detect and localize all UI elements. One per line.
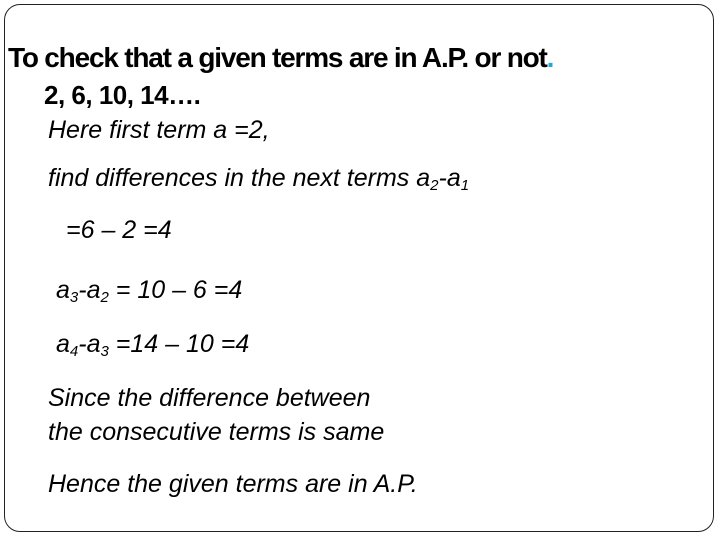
calc2-rest: = 10 – 6 =4 xyxy=(108,276,243,304)
since-line-1: Since the difference between xyxy=(48,384,371,412)
calc3-subscript-1: 4 xyxy=(69,343,79,360)
calc3-subscript-2: 3 xyxy=(100,343,109,360)
slide-title xyxy=(8,42,553,74)
difference-instruction-line xyxy=(48,164,469,193)
difference-subscript-2: 1 xyxy=(460,177,470,194)
calc3-b: -a xyxy=(78,330,101,358)
calc3-rest: =14 – 10 =4 xyxy=(108,330,250,358)
calculation-line-1: =6 – 2 =4 xyxy=(66,216,172,244)
calculation-line-3 xyxy=(56,330,249,359)
conclusion-line: Hence the given terms are in A.P. xyxy=(48,470,418,498)
calc3-a: a xyxy=(56,330,70,358)
since-line-2: the consecutive terms is same xyxy=(48,418,385,446)
calc2-subscript-2: 2 xyxy=(100,289,109,306)
calc2-a: a xyxy=(56,276,70,304)
title-accent-dot: . xyxy=(546,42,554,73)
calculation-line-2 xyxy=(56,276,242,305)
calc2-b: -a xyxy=(78,276,101,304)
calc2-subscript-1: 3 xyxy=(69,289,79,306)
title-text: To check that a given terms are in A.P. or not xyxy=(8,42,547,73)
sequence-line: 2, 6, 10, 14…. xyxy=(44,80,201,110)
first-term-line: Here first term a =2, xyxy=(48,116,270,144)
difference-subscript-1: 2 xyxy=(430,177,439,194)
difference-prefix: find differences in the next terms a xyxy=(48,164,431,192)
difference-mid: -a xyxy=(438,164,461,192)
